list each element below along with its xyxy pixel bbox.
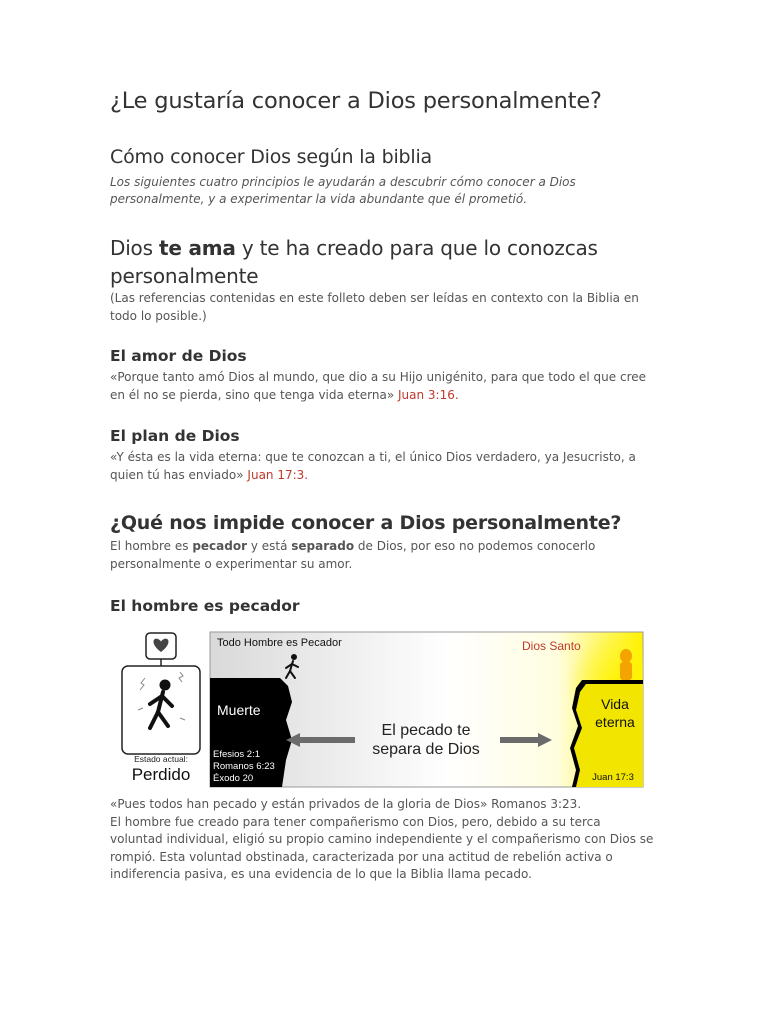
ref-ephesians: Efesios 2:1 — [213, 749, 260, 760]
question-text-1: El hombre es — [110, 539, 193, 553]
life-label-line2: eterna — [595, 714, 635, 730]
death-label: Muerte — [217, 702, 261, 718]
love-quote: «Porque tanto amó Dios al mundo, que dio a su Hijo unigénito, para que todo el que cree en él no se pierda, sino que tenga vida eterna» — [110, 370, 647, 402]
question-bold-2: separado — [291, 539, 355, 553]
life-label-line1: Vida — [601, 696, 629, 712]
chasm-panel — [210, 632, 643, 787]
ref-romans: Romanos 6:23 — [213, 761, 275, 772]
plan-text — [110, 449, 655, 484]
person-frame — [122, 666, 200, 754]
reference-note: (Las referencias contenidas en este folleto deben ser leídas en contexto con la Biblia en todo lo posible.) — [110, 291, 639, 323]
principle-heading-post: y te ha creado para que lo conozcas personalmente — [110, 236, 598, 288]
god-label: Dios Santo — [522, 639, 581, 653]
sinner-explanation: El hombre fue creado para tener compañerismo con Dios, pero, debido a su terca voluntad individual, eligió su propio camino independiente y el compañerismo con Dios se rompió. Esta voluntad obstinada, caracterizada por una actitud de rebelión activa o indiferencia pasiva, es una evidencia de lo que la Biblia llama pecado. — [110, 814, 654, 881]
subtitle: Cómo conocer Dios según la biblia — [110, 146, 432, 168]
love-text — [110, 369, 655, 404]
question-heading: ¿Qué nos impide conocer a Dios personalmente? — [110, 512, 622, 534]
center-label-line2: separa de Dios — [372, 741, 480, 758]
center-label-line1: El pecado te — [381, 722, 471, 739]
principle-heading-pre: Dios — [110, 236, 159, 260]
question-text — [110, 538, 655, 573]
plan-quote: «Y ésta es la vida eterna: que te conozcan a ti, el único Dios verdadero, ya Jesucristo, a quien tú has enviado» — [110, 450, 636, 482]
principle-heading — [110, 234, 655, 290]
love-ref-link[interactable]: Juan 3:16. — [398, 387, 459, 402]
sinner-quote: «Pues todos han pecado y están privados de la gloria de Dios» Romanos 3:23. — [110, 797, 582, 811]
love-title: El amor de Dios — [110, 347, 247, 365]
sinner-body — [110, 796, 655, 884]
sinner-title: El hombre es pecador — [110, 597, 300, 615]
question-text-2: y está — [247, 539, 292, 553]
person-card — [122, 633, 200, 784]
page-title: ¿Le gustaría conocer a Dios personalmente? — [110, 88, 602, 114]
state-label: Estado actual: — [134, 754, 188, 764]
intro-text: Los siguientes cuatro principios le ayudarán a descubrir cómo conocer a Dios personalmente, y a experimentar la vida abundante que él prometió. — [110, 175, 576, 206]
god-figure-icon — [620, 649, 632, 680]
plan-title: El plan de Dios — [110, 427, 240, 445]
plan-ref-link[interactable]: Juan 17:3. — [247, 467, 309, 482]
principle-heading-bold: te ama — [158, 236, 236, 260]
question-bold-1: pecador — [192, 539, 248, 553]
sin-separation-illustration — [110, 630, 645, 790]
question-text-3: de Dios, por eso no podemos conocerlo personalmente o experimentar su amor. — [110, 539, 596, 571]
life-ref: Juan 17:3 — [592, 772, 634, 783]
ref-exodus: Éxodo 20 — [213, 773, 254, 784]
top-label: Todo Hombre es Pecador — [217, 637, 342, 649]
state-value: Perdido — [131, 765, 191, 784]
